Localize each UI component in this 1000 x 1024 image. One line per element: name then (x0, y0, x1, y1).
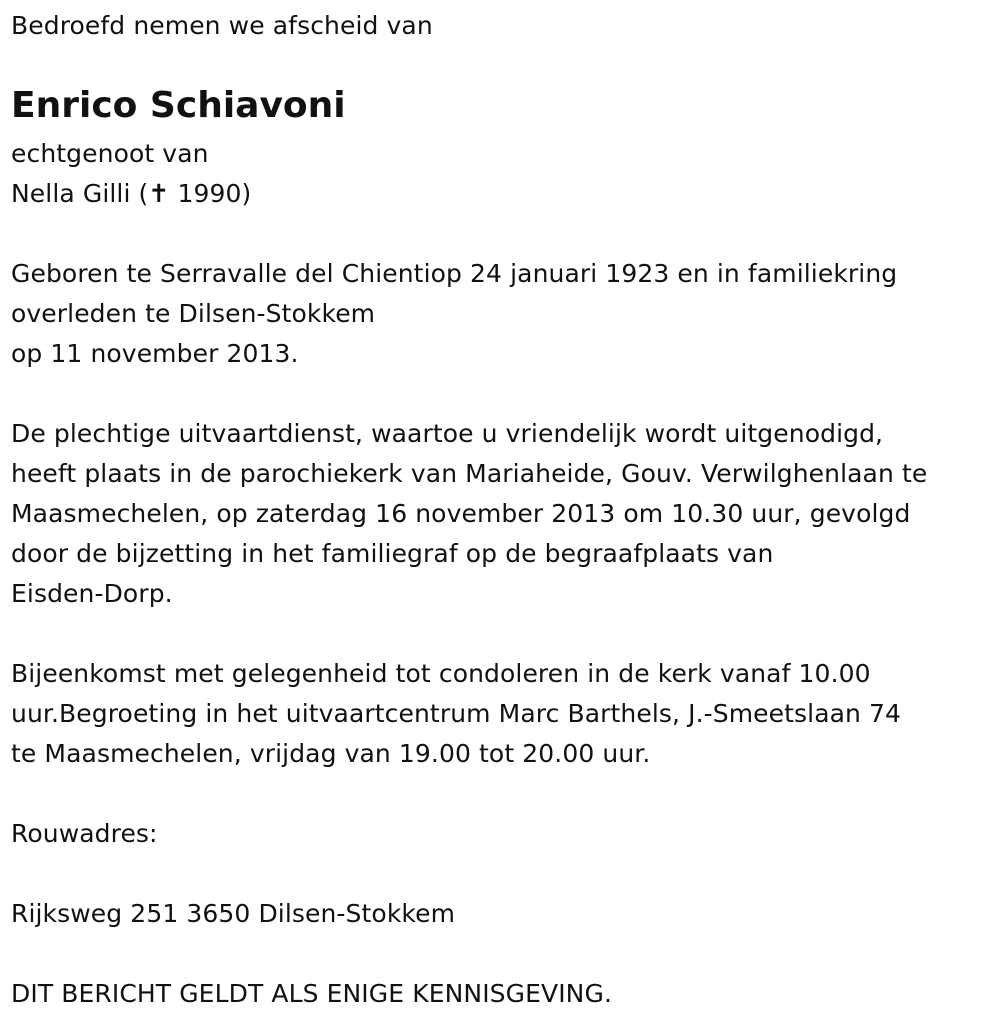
condolence-line: Bijeenkomst met gelegenheid tot condoleren in de kerk vanaf 10.00 (11, 659, 871, 688)
birth-death-line: overleden te Dilsen-Stokkem (11, 299, 376, 328)
condolence-line: te Maasmechelen, vrijdag van 19.00 tot 20.00 uur. (11, 739, 651, 768)
notice-section (11, 974, 612, 1014)
condolence-line: uur.Begroeting in het uitvaartcentrum Marc Barthels, J.-Smeetslaan 74 (11, 699, 902, 728)
condolence-section (11, 654, 901, 774)
deceased-name: Enrico Schiavoni (11, 85, 346, 126)
spouse-section (11, 134, 251, 214)
birth-death-line: Geboren te Serravalle del Chientiop 24 januari 1923 en in familiekring (11, 259, 898, 288)
spouse-line: echtgenoot van (11, 139, 209, 168)
service-line: heeft plaats in de parochiekerk van Mariaheide, Gouv. Verwilghenlaan te (11, 459, 928, 488)
intro-text: Bedroefd nemen we afscheid van (11, 11, 433, 40)
intro-section (11, 6, 433, 46)
spouse-line: Nella Gilli (✝ 1990) (11, 179, 252, 208)
notice-text: DIT BERICHT GELDT ALS ENIGE KENNISGEVING. (11, 979, 612, 1008)
mourning-address: Rijksweg 251 3650 Dilsen-Stokkem (11, 899, 456, 928)
birth-death-section (11, 254, 897, 374)
funeral-service-section (11, 414, 927, 614)
mourning-address-section (11, 894, 455, 934)
service-line: Maasmechelen, op zaterdag 16 november 2013 om 10.30 uur, gevolgd (11, 499, 911, 528)
service-line: door de bijzetting in het familiegraf op de begraafplaats van (11, 539, 774, 568)
mourning-address-label: Rouwadres: (11, 819, 158, 848)
service-line: De plechtige uitvaartdienst, waartoe u vriendelijk wordt uitgenodigd, (11, 419, 884, 448)
birth-death-line: op 11 november 2013. (11, 339, 299, 368)
service-line: Eisden-Dorp. (11, 579, 173, 608)
mourning-address-label-section (11, 814, 158, 854)
